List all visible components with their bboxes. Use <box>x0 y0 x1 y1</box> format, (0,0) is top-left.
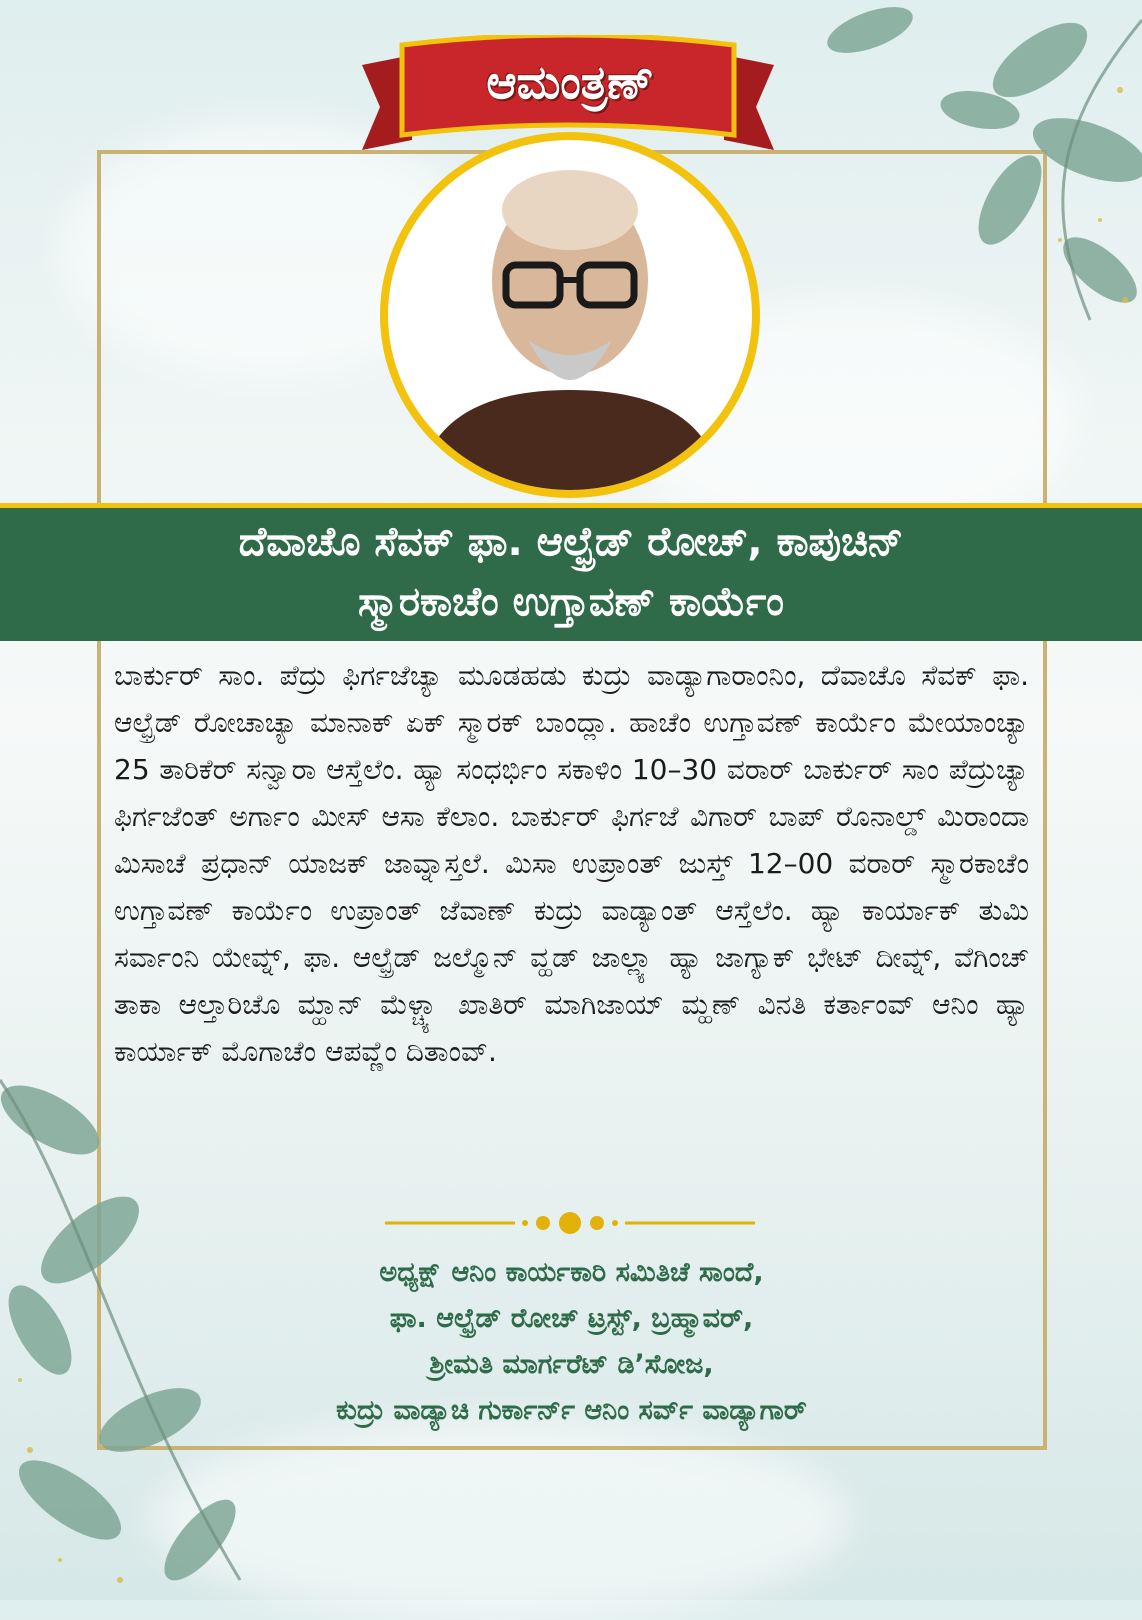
signature-block <box>114 1250 1029 1434</box>
invitation-paragraph: ಬಾರ್ಕುರ್ ಸಾಂ. ಪೆದ್ರು ಫಿರ್ಗಜೆಚ್ಯಾ ಮೂಡಹಡು ಕುದ್ರು ವಾಡ್ಯಾಗಾರಾಂನಿಂ, ದೆವಾಚೊ ಸೆವಕ್ ಫಾ. ಆಲ್ಫ್ರೆಡ್ ರೋಚಾಚ್ಯಾ ಮಾನಾಕ್ ಏಕ್ ಸ್ಮಾರಕ್ ಬಾಂದ್ಲಾ. ಹಾಚೆಂ ಉಗ್ತಾವಣ್ ಕಾರ್ಯೆಂ ಮೇಯಾಂಚ್ಯಾ 25 ತಾರಿಕೆರ್ ಸನ್ವಾರಾ ಆಸ್ತೆಲೆಂ. ಹ್ಯಾ ಸಂಧರ್ಭಿಂ ಸಕಾಳಿಂ 10–30 ವರಾರ್ ಬಾರ್ಕುರ್ ಸಾಂ ಪೆದ್ರುಚ್ಯಾ ಫಿರ್ಗಜೆಂತ್ ಅರ್ಗಾಂ ಮೀಸ್ ಆಸಾ ಕೆಲಾಂ. ಬಾರ್ಕುರ್ ಫಿರ್ಗಜೆ ವಿಗಾರ್ ಬಾಪ್ ರೊನಾಲ್ಡ್ ಮಿರಾಂದಾ ಮಿಸಾಚೆ ಪ್ರಧಾನ್ ಯಾಜಕ್ ಜಾವ್ನಾಸ್ತಲೆ. ಮಿಸಾ ಉಪ್ರಾಂತ್ ಜುಸ್ತ್ 12–00 ವರಾರ್ ಸ್ಮಾರಕಾಚೆಂ ಉಗ್ತಾವಣ್ ಕಾರ್ಯೆಂ ಉಪ್ರಾಂತ್ ಜೆವಾಣ್ ಕುದ್ರು ವಾಡ್ಯಾಂತ್ ಆಸ್ತೆಲೆಂ. ಹ್ಯಾ ಕಾರ್ಯಾಕ್ ತುಮಿ ಸರ್ವಾಂನಿ ಯೇವ್ನ್, ಫಾ. ಆಲ್ಫ್ರೆಡ್ ಜಲ್ಮೊನ್ ವ್ಹಡ್ ಜಾಲ್ಲ್ಯಾ ಹ್ಯಾ ಜಾಗ್ಯಾಕ್ ಭೇಟ್ ದೀವ್ನ್, ವೆಗಿಂಚ್ ತಾಕಾ ಆಲ್ತಾರಿಚೊ ಮ್ಹಾನ್ ಮೆಳ್ಚ್ಯಾ ಖಾತಿರ್ ಮಾಗಿಜಾಯ್ ಮ್ಹಣ್ ವಿನತಿ ಕರ್ತಾಂವ್ ಆನಿಂ ಹ್ಯಾ ಕಾರ್ಯಾಕ್ ಮೊಗಾಚೆಂ ಆಪವ್ಣೆಂ ದಿತಾಂವ್. <box>114 659 1029 1068</box>
banner-title: ಆಮಂತ್ರಣ್ <box>486 55 654 109</box>
heading-line-1: ದೆವಾಚೊ ಸೆವಕ್ ಫಾ. ಆಲ್ಫ್ರೆಡ್ ರೋಚ್, ಕಾಪುಚಿನ್ <box>238 519 904 565</box>
portrait-frame <box>380 132 760 498</box>
event-heading <box>0 512 1142 632</box>
heading-line-2: ಸ್ಮಾರಕಾಚೆಂ ಉಗ್ತಾವಣ್ ಕಾರ್ಯೆಂ <box>358 579 784 625</box>
ornament-divider <box>385 1210 755 1236</box>
portrait-image <box>388 140 752 490</box>
signature-line-1: ಅಧ್ಯಕ್ಷ್ ಆನಿಂ ಕಾರ್ಯಕಾರಿ ಸಮಿತಿಚೆ ಸಾಂದೆ, <box>379 1257 764 1288</box>
signature-line-2: ಫಾ. ಆಲ್ಫ್ರೆಡ್ ರೋಚ್ ಟ್ರಸ್ಟ್, ಬ್ರಹ್ಮಾವರ್, <box>389 1303 754 1334</box>
signature-line-4: ಕುದ್ರು ವಾಡ್ಯಾಚಿ ಗುರ್ಕಾರ್ನ್ ಆನಿಂ ಸರ್ವ್ ವಾಡ್ಯಾಗಾರ್ <box>336 1395 807 1426</box>
signature-line-3: ಶ್ರೀಮತಿ ಮಾರ್ಗರೆಟ್ ಡಿ’ಸೋಜ, <box>429 1349 714 1380</box>
